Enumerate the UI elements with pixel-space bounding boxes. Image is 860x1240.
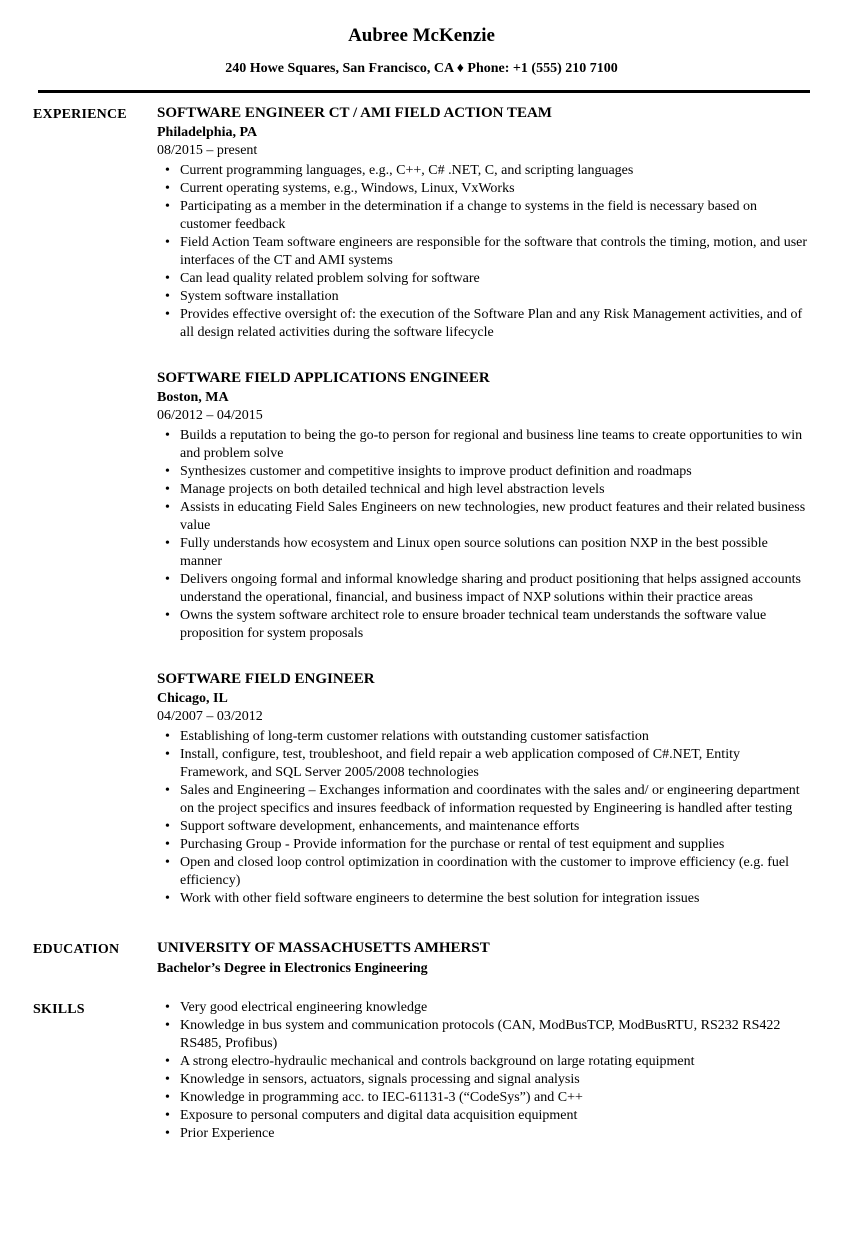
job-dates: 04/2007 – 03/2012: [157, 709, 263, 724]
bullet-item: • Participating as a member in the determination if a change to systems in the field is necessary based on customer feedback: [157, 198, 810, 234]
resume-header: [33, 26, 810, 77]
bullet-item: • Support software development, enhancements, and maintenance efforts: [157, 818, 810, 836]
bullet-item: • Field Action Team software engineers are responsible for the software that controls the timing, motion, and user interfaces of the CT and AMI systems: [157, 234, 810, 270]
bullet-item: • Establishing of long-term customer relations with outstanding customer satisfaction: [157, 728, 810, 746]
job-title: SOFTWARE FIELD ENGINEER: [157, 671, 375, 687]
bullet-item: • Sales and Engineering – Exchanges information and coordinates with the sales and/ or engineering department on the project specifics and insures feedback of information requested by Engineering is handled after testing: [157, 782, 810, 818]
section-label-skills: SKILLS: [33, 1002, 85, 1017]
job-entry: [157, 369, 810, 643]
bullet-item: • Knowledge in sensors, actuators, signals processing and signal analysis: [157, 1071, 810, 1089]
bullet-item: • Assists in educating Field Sales Engineers on new technologies, new product features and their related business value: [157, 499, 810, 535]
bullet-item: • A strong electro-hydraulic mechanical and controls background on large rotating equipment: [157, 1053, 810, 1071]
bullet-item: • Manage projects on both detailed technical and high level abstraction levels: [157, 481, 810, 499]
bullet-item: • Builds a reputation to being the go-to person for regional and business line teams to create opportunities to win and problem solve: [157, 427, 810, 463]
job-location: Chicago, IL: [157, 691, 228, 706]
header-rule: [38, 90, 810, 93]
bullet-item: • Can lead quality related problem solving for software: [157, 270, 810, 288]
experience-body: [157, 104, 810, 908]
job-dates: 08/2015 – present: [157, 143, 258, 158]
bullet-item: • Purchasing Group - Provide information for the purchase or rental of test equipment and supplies: [157, 836, 810, 854]
bullet-item: • Owns the system software architect role to ensure broader technical team understands the software value proposition for system proposals: [157, 607, 810, 643]
job-entry: [157, 670, 810, 908]
section-label-experience: EXPERIENCE: [33, 107, 127, 122]
job-entry: [157, 104, 810, 342]
job-title: SOFTWARE ENGINEER CT / AMI FIELD ACTION TEAM: [157, 105, 552, 121]
bullet-item: • Provides effective oversight of: the execution of the Software Plan and any Risk Management activities, and of all design related activities during the software lifecycle: [157, 306, 810, 342]
bullet-item: • Open and closed loop control optimization in coordination with the customer to improve efficiency (e.g. fuel efficiency): [157, 854, 810, 890]
contact-line: 240 Howe Squares, San Francisco, CA ♦ Phone: +1 (555) 210 7100: [225, 61, 618, 76]
job-bullets: [157, 162, 810, 342]
section-label-education: EDUCATION: [33, 942, 120, 957]
job-location: Philadelphia, PA: [157, 125, 258, 140]
bullet-item: • Knowledge in bus system and communication protocols (CAN, ModBusTCP, ModBusRTU, RS232 RS422 RS485, Profibus): [157, 1017, 810, 1053]
job-title: SOFTWARE FIELD APPLICATIONS ENGINEER: [157, 370, 490, 386]
education-degree: Bachelor’s Degree in Electronics Engineering: [157, 961, 428, 976]
bullet-item: • Synthesizes customer and competitive insights to improve product definition and roadmaps: [157, 463, 810, 481]
bullet-item: • Delivers ongoing formal and informal knowledge sharing and product positioning that helps assigned accounts understand the operational, financial, and business impact of NXP solutions within their practice areas: [157, 571, 810, 607]
bullet-item: • Current operating systems, e.g., Windows, Linux, VxWorks: [157, 180, 810, 198]
job-bullets: [157, 427, 810, 643]
skills-bullets: [157, 999, 810, 1143]
job-dates: 06/2012 – 04/2015: [157, 408, 263, 423]
job-bullets: [157, 728, 810, 908]
bullet-item: • Prior Experience: [157, 1125, 810, 1143]
section-skills: [33, 999, 810, 1143]
education-school: UNIVERSITY OF MASSACHUSETTS AMHERST: [157, 940, 490, 956]
bullet-item: • Exposure to personal computers and digital data acquisition equipment: [157, 1107, 810, 1125]
bullet-item: • System software installation: [157, 288, 810, 306]
job-location: Boston, MA: [157, 390, 229, 405]
education-body: [157, 939, 810, 978]
candidate-name: Aubree McKenzie: [348, 25, 495, 46]
section-experience: [33, 104, 810, 908]
bullet-item: • Work with other field software engineers to determine the best solution for integration issues: [157, 890, 810, 908]
bullet-item: • Install, configure, test, troubleshoot, and field repair a web application composed of C#.NET, Entity Framework, and SQL Server 2005/2008 technologies: [157, 746, 810, 782]
bullet-item: • Very good electrical engineering knowledge: [157, 999, 810, 1017]
bullet-item: • Knowledge in programming acc. to IEC-61131-3 (“CodeSys”) and C++: [157, 1089, 810, 1107]
bullet-item: • Current programming languages, e.g., C++, C# .NET, C, and scripting languages: [157, 162, 810, 180]
bullet-item: • Fully understands how ecosystem and Linux open source solutions can position NXP in the best possible manner: [157, 535, 810, 571]
skills-body: [157, 999, 810, 1143]
section-education: [33, 939, 810, 978]
